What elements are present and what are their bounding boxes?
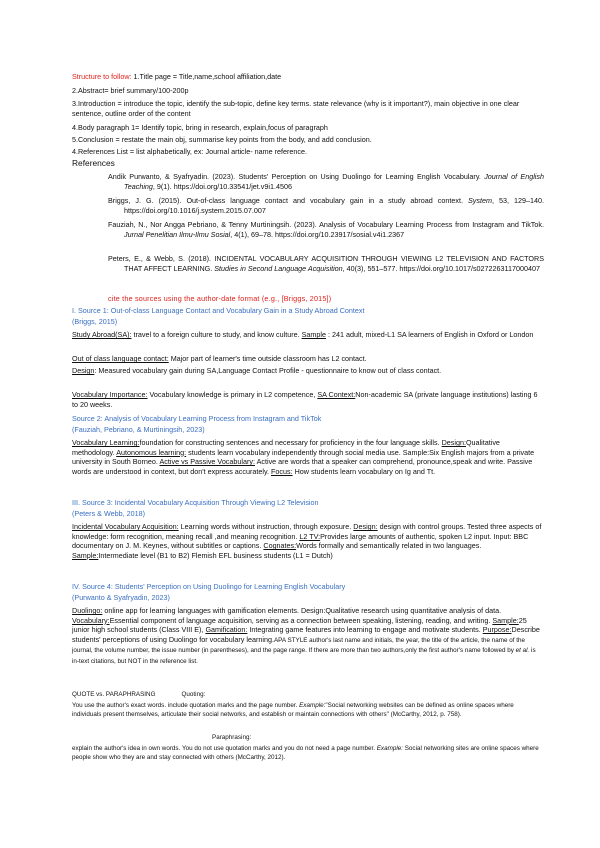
reference-tail: , 9(1). https://doi.org/10.33541/jet.v9i1.4506 [152,181,292,191]
term-label: Active vs Passive Vocabulary: [159,457,255,467]
term-label: Study Abroad(SA): [72,330,132,339]
term-text: design with control groups. Tested three aspects of knowledge: form recognition, meaning recall ,and meaning recognition. [72,522,542,541]
source1-cite: (Briggs, 2015) [72,317,118,326]
reference-journal: Jurnal Penelitian Ilmu-Ilmu Sosial [124,229,231,239]
source4-title: IV. Source 4: Students' Perception on Using Duolingo for Learning English Vocabulary [72,582,346,591]
reference-entry [108,220,544,239]
source1-body-4 [72,390,542,409]
source2-cite: (Fauziah, Pebriano, & Murtiningsih, 2023) [72,425,205,434]
apa-etal: et al. [515,647,530,655]
source1-body-2 [72,354,542,364]
term-label: Autonomous learning: [116,447,187,457]
reference-text: Andik Purwanto, & Syafryadin. (2023). Students' Perception on Using Duolingo for Learning English Vocabulary. [108,172,485,181]
reference-text: Peters, E., & Webb, S. (2018). INCIDENTAL VOCABULARY ACQUISITION THROUGH VIEWING L2 TELEVISION AND FACTORS THAT AFFECT LEARNING. [108,254,544,273]
term-text: Qualitative methodology. [72,438,500,457]
paraphrase-example: Social networking sites are online spaces where people show who they are and stay connected with others (McCarthy, 2012). [72,745,539,761]
term-label: Sample: [72,550,99,560]
paraphrase-explanation [72,745,542,762]
term-text: Describe students' perceptions of using Duolingo for vocabulary learning. [72,625,540,644]
example-label: Example [299,702,324,709]
structure-item-2: 2.Abstract= brief summary/100-200p [72,86,189,95]
term-text: 25 junior high school students (Class VIII E), [72,615,527,635]
paraphrase-example-label: Example: [376,745,403,752]
source3-title: III. Source 3: Incidental Vocabulary Acquisition Through Viewing L2 Television [72,498,319,507]
term-text: students learn vocabulary independently through social media use. Sample:Six English majors from a private university in South Borneo. [72,447,535,467]
quote-example: :"Social networking websites can be defined as online spaces where individuals present themselves, articulate their social networks, and establish or maintain connections with others" (McCarthy, 2012, p. 758). [72,702,514,718]
term-label: Purpose: [482,625,512,635]
term-text: How students learn vocabulary on Ig and Tt. [292,466,436,476]
source1-body-3 [72,366,542,376]
cite-note: cite the sources using the author-date format (e.g., [Briggs, 2015]) [108,294,332,303]
term-label: Design: [353,522,378,531]
source4-body [72,606,542,667]
reference-tail: , 40(3), 551–577. https://doi.org/10.1017/s0272263117000407 [342,263,540,273]
apa-tail: is in-text citations, but NOT in the reference list. [72,647,536,665]
term-label: Gamification: [205,625,248,635]
quote-vs-paraphrasing-line [72,691,542,700]
reference-tail: , 53, 129–140. https://doi.org/10.1016/j.system.2015.07.007 [124,196,544,215]
reference-journal: Journal of English Teaching [124,172,544,191]
source3-body [72,522,542,560]
reference-entry [108,172,544,191]
structure-item-6: 4.References List = list alphabetically, ex: Journal article- name reference. [72,147,307,156]
source1-body-1 [72,330,542,340]
reference-tail: , 4(1), 69–78. https://doi.org/10.23917/sosial.v4i1.2367 [230,229,405,239]
term-text: foundation for constructing sentences and necessary for proficiency in the four language skills. [139,438,442,447]
reference-journal: System [467,196,492,205]
source3-cite: (Peters & Webb, 2018) [72,509,145,518]
apa-style-note: APA STYLE author's last name and initials, the year, the title of the article, the name of the journal, the volume number, the issue number (in parentheses), and the page range. If there are more than two authors,only the first author's name followed by [72,636,525,655]
source2-title: Source 2: Analysis of Vocabulary Learning Process from Instagram and TikTok [72,414,322,423]
term-text: Learning words without instruction, through exposure. [178,522,354,531]
references-heading: References [72,158,115,168]
structure-item-5: 5.Conclusion = restate the main obj, summarise key points from the body, and add conclusion. [72,135,372,144]
paraphrasing-label: Paraphrasing: [212,734,252,741]
structure-item-1: 1.Title page = Title,name,school affiliation,date [131,72,282,81]
term-label: Design: [441,438,466,447]
term-label: SA Context: [317,390,356,399]
term-text: travel to a foreign culture to study, and know culture. [131,330,302,339]
paraphrase-text: explain the author's idea in own words. You do not use quotation marks and you do not need a page number. [72,745,377,752]
term-text: online app for learning languages with gamification elements. Design:Qualitative research using quantitative analysis of data. [102,606,502,615]
reference-journal: Studies in Second Language Acquisition [214,263,343,273]
structure-line-1 [72,72,542,82]
term-label: Focus: [271,466,293,476]
term-label: Vocabulary: [72,615,110,625]
structure-label: Structure to follow: [72,72,132,81]
source2-body [72,438,542,476]
source1-title: I. Source 1: Out-of-class Language Contact and Vocabulary Gain in a Study Abroad Context [72,306,365,315]
term-label: L2 TV: [299,531,321,541]
reference-text: Briggs, J. G. (2015). Out-of-class language contact and vocabulary gain in a study abroad context. [108,196,468,205]
quote-paraphrase-heading: QUOTE vs. PARAPHRASING [72,691,156,698]
term-text: Integrating game features into learning to engage and motivate students. [247,625,483,635]
term-label: Cognates: [263,541,297,551]
term-text: Major part of learner's time outside classroom has L2 contact. [168,354,367,363]
term-label: Incidental Vocabulary Acquisition: [72,522,179,531]
term-text: Vocabulary knowledge is primary in L2 competence, [147,390,318,399]
term-text: : 241 adult, mixed-L1 SA learners of English in Oxford or London [325,330,534,339]
quote-text: You use the author's exact words. include quotation marks and the page number. [72,702,300,709]
term-text: Words formally and semantically related in two languages. [296,541,482,551]
reference-entry [108,196,544,215]
term-text: Active are words that a speaker can comprehend, pronounce,speak and write. Passive words are understood in context, but don't express accurately. [72,457,533,476]
term-label: Vocabulary Learning: [72,438,140,447]
term-text: Non-academic SA (private language institutions) lasting 6 to 20 weeks. [72,390,538,409]
term-text: : Measured vocabulary gain during SA,Language Contact Profile - questionnaire to know out of class contact. [94,366,442,375]
quote-explanation [72,702,542,719]
term-label: Sample: [492,615,519,625]
reference-text: Fauziah, N., Nor Angga Pebriano, & Tenny Murtiningsih. (2023). Analysis of Vocabulary Learning Process from Instagram and TikTok. [108,220,544,229]
term-text: Provides large amounts of authentic, spoken L2 input. Input: BBC documentary on J. M. Keynes, without subtitles or captions. [72,531,529,551]
term-text: Essential component of language acquisition, serving as a connection between speaking, listening, reading, and writing. [109,615,493,625]
term-label: Duolingo: [72,606,103,615]
structure-item-3: 3.Introduction = introduce the topic, identify the sub-topic, define key terms. state relevance (why is it important?), main objective in one clear sentence, outline order of the content [72,99,520,118]
quoting-label: Quoting: [181,691,206,698]
structure-item-4: 4.Body paragraph 1= Identify topic, bring in research, explain,focus of paragraph [72,123,328,132]
term-label: Sample [301,330,326,339]
term-text: Intermediate level (B1 to B2) Flemish EFL business students (L1 = Dutch) [98,550,333,560]
term-label: Out of class language contact: [72,354,169,363]
term-label: Vocabulary Importance: [72,390,148,399]
reference-entry [108,254,544,273]
source4-cite: (Purwanto & Syafryadin, 2023) [72,593,170,602]
term-label: Design [72,366,95,375]
